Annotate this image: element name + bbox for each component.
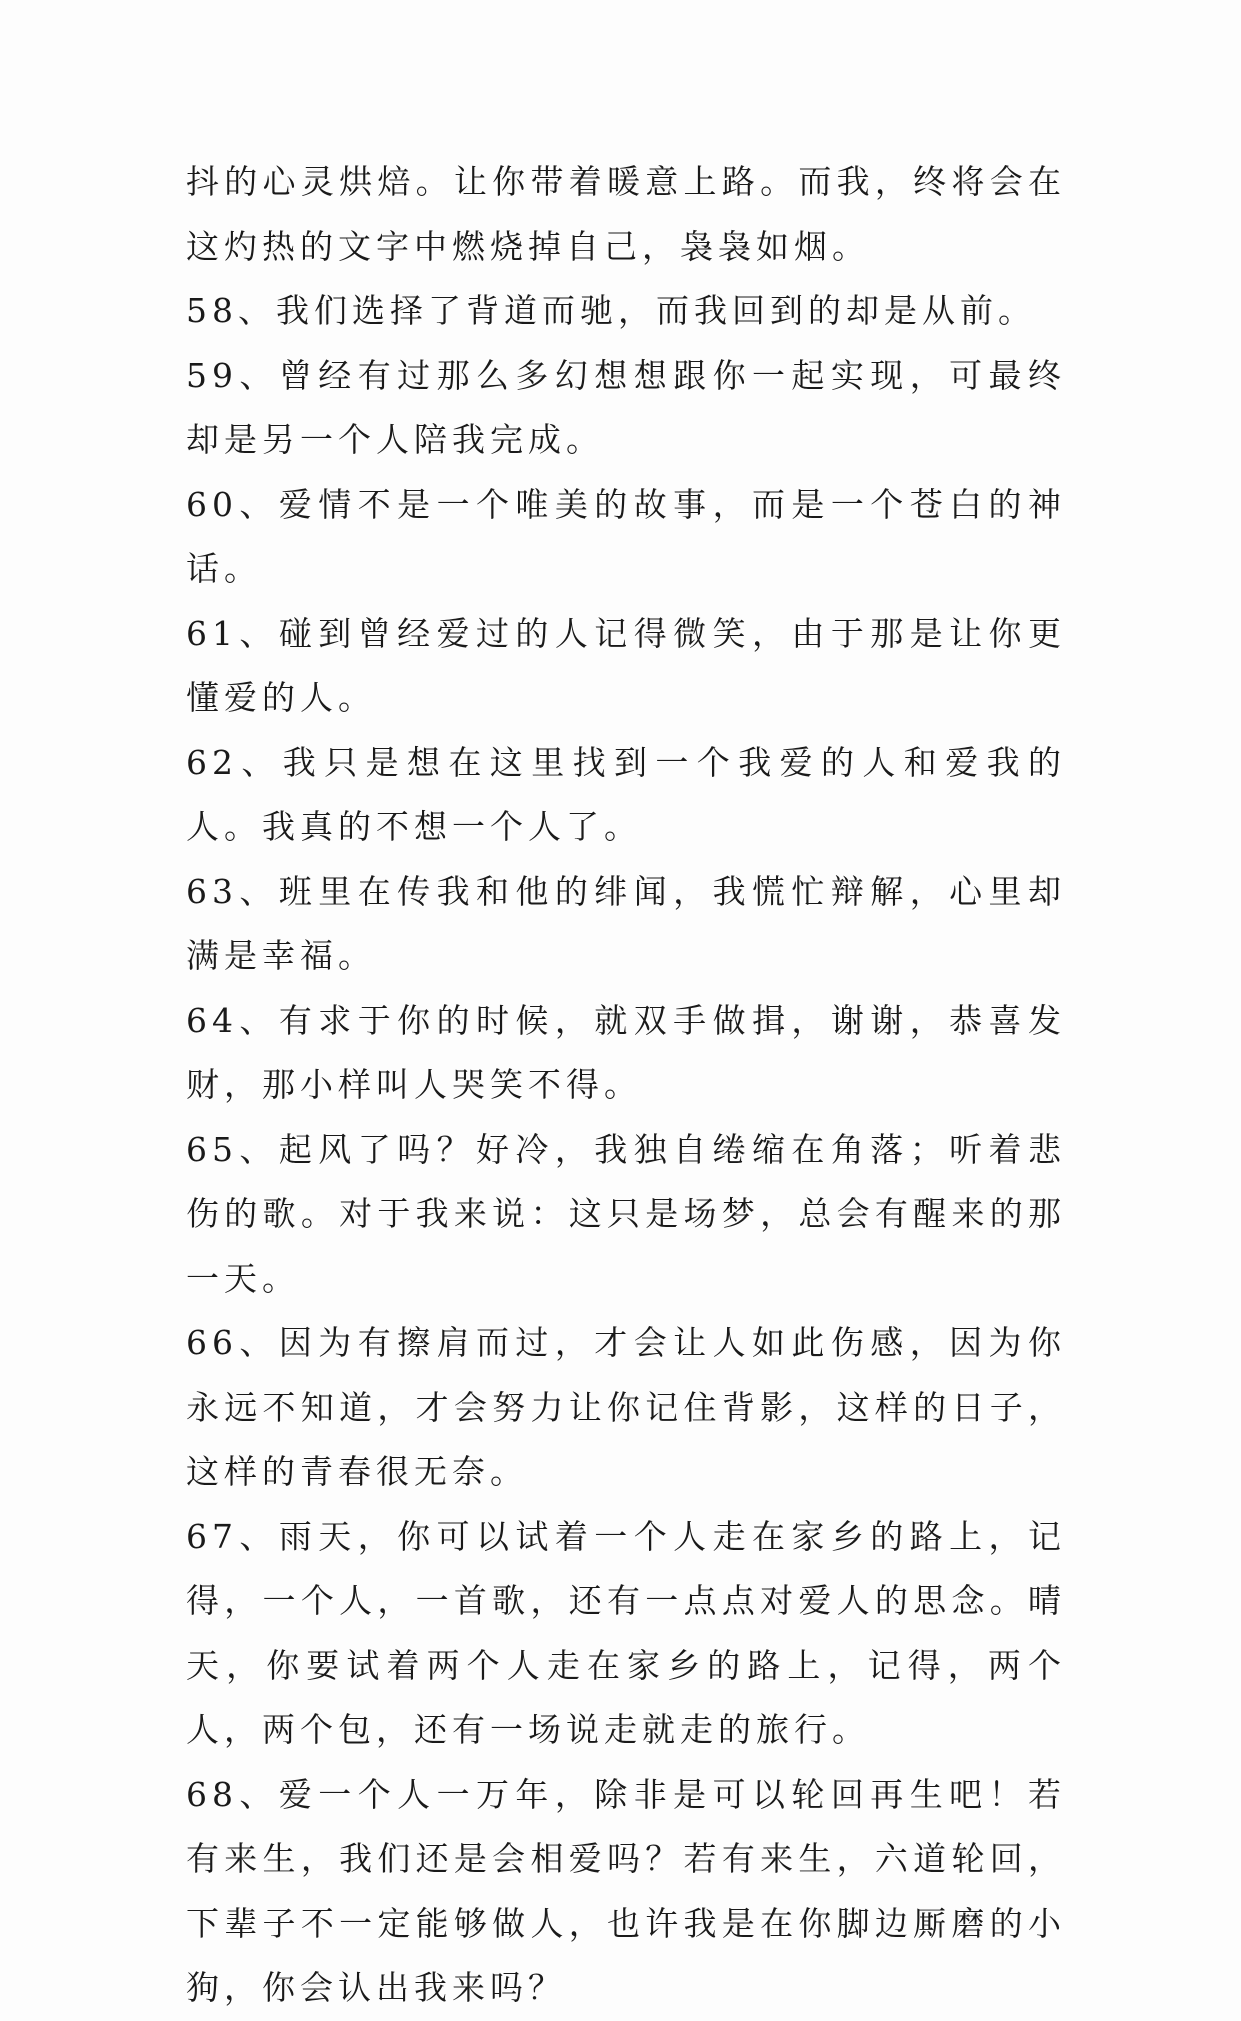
paragraph-58: 58、我们选择了背道而驰，而我回到的却是从前。 [186,291,1036,330]
paragraph-66: 66、因为有擦肩而过，才会让人如此伤感，因为你永远不知道，才会努力让你记住背影，这样的日子，这样的青春很无奈。 [186,1323,1066,1491]
paragraph-67: 67、雨天，你可以试着一个人走在家乡的路上，记得，一个人，一首歌，还有一点点对爱人的思念。晴天，你要试着两个人走在家乡的路上，记得，两个人，两个包，还有一场说走就走的旅行。 [186,1516,1066,1749]
paragraph-60: 60、爱情不是一个唯美的故事，而是一个苍白的神话。 [186,484,1066,588]
paragraph-continuation: 抖的心灵烘焙。让你带着暖意上路。而我，终将会在这灼热的文字中燃烧掉自己，袅袅如烟。 [186,162,1066,266]
paragraph-68: 68、爱一个人一万年，除非是可以轮回再生吧！若有来生，我们还是会相爱吗？若有来生，六道轮回，下辈子不一定能够做人，也许我是在你脚边厮磨的小狗，你会认出我来吗？ [186,1774,1066,2007]
paragraph-62: 62、我只是想在这里找到一个我爱的人和爱我的人。我真的不想一个人了。 [186,742,1066,846]
paragraph-63: 63、班里在传我和他的绯闻，我慌忙辩解，心里却满是幸福。 [186,871,1066,975]
paragraph-65: 65、起风了吗？好冷，我独自绻缩在角落；听着悲伤的歌。对于我来说：这只是场梦，总会有醒来的那一天。 [186,1129,1066,1298]
paragraph-64: 64、有求于你的时候，就双手做揖，谢谢，恭喜发财，那小样叫人哭笑不得。 [186,1000,1066,1104]
document-body [186,150,1066,2021]
paragraph-61: 61、碰到曾经爱过的人记得微笑，由于那是让你更懂爱的人。 [186,613,1066,717]
paragraph-59: 59、曾经有过那么多幻想想跟你一起实现，可最终却是另一个人陪我完成。 [186,355,1066,459]
